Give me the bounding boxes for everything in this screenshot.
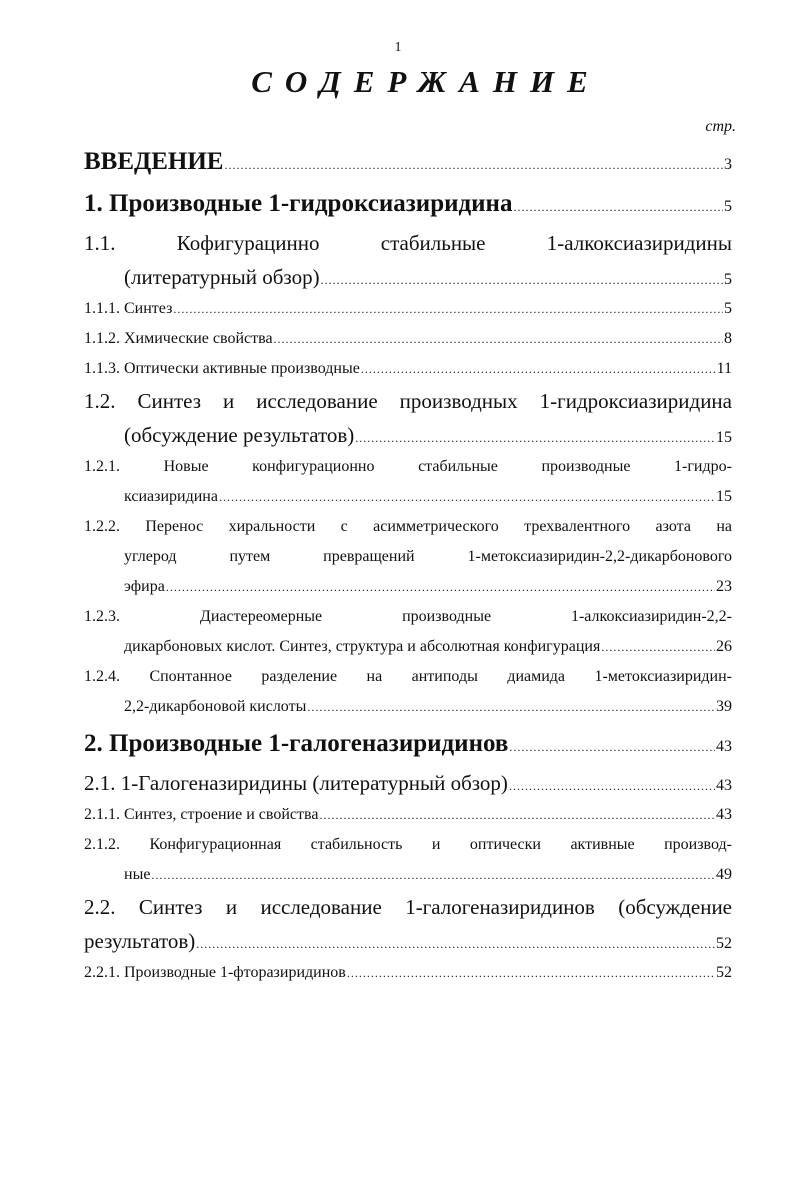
toc-entry-1-1-3[interactable]: [84, 354, 732, 384]
toc-page-number: 15: [716, 488, 732, 505]
page-column-label: стр.: [705, 118, 736, 135]
toc-page-number: 43: [716, 738, 732, 755]
toc-page-number: 3: [724, 156, 732, 173]
toc-entry-text: 1.1.1. Синтез: [84, 300, 173, 317]
toc-entry-1-2-2[interactable]: [84, 512, 732, 602]
toc-entry-text: 2.1.1. Синтез, строение и свойства: [84, 806, 319, 823]
dot-leader: [274, 324, 723, 354]
toc-word: 1-алкоксиазиридины: [546, 231, 732, 255]
dot-leader: [151, 860, 715, 890]
toc-page-number: 23: [716, 578, 732, 595]
toc-entry-intro[interactable]: [84, 142, 732, 182]
toc-entry-text: (литературный обзор): [124, 265, 320, 289]
toc-page-number: 52: [716, 935, 732, 952]
toc-entry-text: 2.1. 1-Галогеназиридины (литературный обзор): [84, 771, 508, 795]
toc-word: Кофигурацинно: [176, 231, 320, 255]
toc-page-number: 5: [724, 271, 732, 288]
dot-leader: [513, 185, 723, 229]
dot-leader: [509, 725, 715, 769]
toc-entry-text: ксиазиридина: [124, 488, 218, 505]
toc-entry-2-1[interactable]: [84, 766, 732, 800]
toc-entry-1-1-2[interactable]: [84, 324, 732, 354]
dot-leader: [355, 421, 715, 455]
table-of-contents: [84, 142, 732, 988]
toc-entry-text: 1. Производные 1-гидроксиазиридина: [84, 190, 513, 217]
dot-leader: [224, 145, 723, 185]
toc-entry-text: 2,2-дикарбоновой кислоты: [124, 698, 307, 715]
toc-entry-text: (обсуждение результатов): [124, 423, 355, 447]
toc-word: Новые: [163, 458, 209, 475]
toc-entry-1-2-1[interactable]: [84, 452, 732, 512]
dot-leader: [219, 482, 715, 512]
toc-entry-chapter-1[interactable]: [84, 182, 732, 226]
toc-word: 1-гидро-: [674, 458, 732, 475]
toc-entry-text: 1.1.3. Оптически активные производные: [84, 360, 360, 377]
toc-page-number: 39: [716, 698, 732, 715]
toc-word: стабильные: [418, 458, 498, 475]
toc-entry-text: ВВЕДЕНИЕ: [84, 148, 224, 175]
toc-page-number: 8: [724, 330, 732, 347]
toc-entry-text: дикарбоновых кислот. Синтез, структура и абсолютная конфигурация: [124, 638, 601, 655]
toc-page-number: 15: [716, 429, 732, 446]
toc-entry-1-2-3[interactable]: [84, 602, 732, 662]
dot-leader: [601, 632, 715, 662]
toc-entry-text: 1.2.2. Перенос хиральности с асимметрического трехвалентного азота на: [84, 518, 732, 535]
toc-word: стабильные: [380, 231, 486, 255]
toc-entry-2-2-1[interactable]: [84, 958, 732, 988]
toc-page-number: 49: [716, 866, 732, 883]
dot-leader: [166, 572, 715, 602]
toc-word: конфигурационно: [252, 458, 375, 475]
dot-leader: [319, 800, 715, 830]
toc-entry-text: 1.1.2. Химические свойства: [84, 330, 273, 347]
toc-entry-2-1-1[interactable]: [84, 800, 732, 830]
toc-page-number: 11: [716, 360, 732, 377]
toc-entry-1-1[interactable]: [84, 226, 732, 294]
toc-entry-text: эфира: [124, 578, 165, 595]
dot-leader: [509, 769, 715, 803]
toc-entry-text: 1.2. Синтез и исследование производных 1-гидроксиазиридина: [84, 389, 732, 413]
toc-entry-1-1-1[interactable]: [84, 294, 732, 324]
toc-page-number: 43: [716, 806, 732, 823]
toc-entry-text: ные: [124, 866, 151, 883]
toc-page-number: 5: [724, 300, 732, 317]
toc-word: 1-алкоксиазиридин-2,2-: [570, 608, 732, 625]
dot-leader: [173, 294, 723, 324]
page-number: 1: [394, 40, 402, 55]
dot-leader: [196, 927, 715, 961]
toc-page-number: 26: [716, 638, 732, 655]
toc-word: производные: [402, 608, 492, 625]
toc-section-number: 1.1.: [84, 231, 116, 255]
toc-page-number: 5: [724, 198, 732, 215]
dot-leader: [307, 692, 715, 722]
page-title: СОДЕРЖАНИЕ: [251, 64, 601, 99]
toc-page-number: 52: [716, 964, 732, 981]
toc-entry-2-1-2[interactable]: [84, 830, 732, 890]
toc-entry-2-2[interactable]: [84, 890, 732, 958]
toc-entry-text: результатов): [84, 929, 196, 953]
toc-page-number: 43: [716, 777, 732, 794]
toc-entry-1-2[interactable]: [84, 384, 732, 452]
toc-entry-text: 2.2.1. Производные 1-фторазиридинов: [84, 964, 346, 981]
toc-word: Диастереомерные: [199, 608, 323, 625]
dot-leader: [347, 958, 715, 988]
toc-entry-text: 2.1.2. Конфигурационная стабильность и оптически активные производ-: [84, 836, 732, 853]
toc-word: 1.2.1.: [84, 458, 120, 475]
toc-entry-text: 1.2.4. Спонтанное разделение на антиподы диамида 1-метоксиазиридин-: [84, 668, 732, 685]
toc-entry-chapter-2[interactable]: [84, 722, 732, 766]
toc-entry-1-2-4[interactable]: [84, 662, 732, 722]
dot-leader: [361, 354, 716, 384]
toc-word: 1.2.3.: [84, 608, 120, 625]
toc-entry-text: 2.2. Синтез и исследование 1-галогеназиридинов (обсуждение: [84, 895, 732, 919]
dot-leader: [321, 263, 723, 297]
toc-word: производные: [541, 458, 631, 475]
toc-entry-text: 2. Производные 1-галогеназиридинов: [84, 730, 509, 757]
toc-entry-text: углерод путем превращений 1-метоксиазиридин-2,2-дикарбонового: [124, 548, 732, 565]
